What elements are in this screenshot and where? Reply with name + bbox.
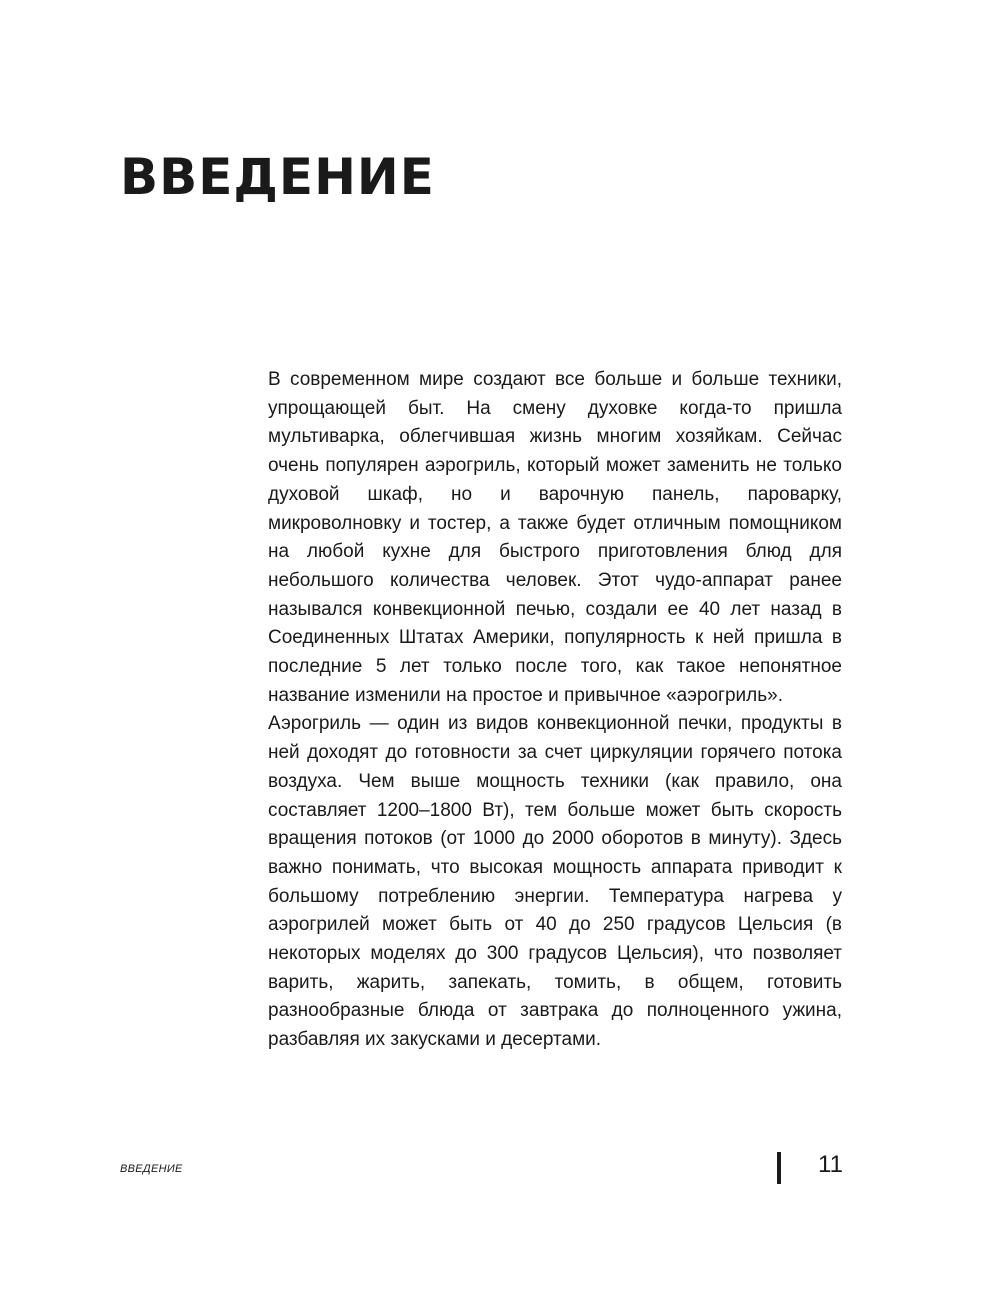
paragraph-1: В современном мире создают все больше и больше техники, упрощающей быт. На смену духовке когда-то пришла мультиварка, облегчившая жизнь многим хозяйкам. Сейчас очень популярен аэрогриль, который может заменить не только духовой шкаф, но и варочную панель, пароварку, микроволновку и тостер, а также будет отличным помощником на любой кухне для быстрого приготовления блюд для небольшого количества человек. Этот чудо-аппарат ранее назывался конвекционной печью, создали ее 40 лет назад в Соединенных Штатах Америки, популярность к ней пришла в последние 5 лет только после того, как такое непонятное название изменили на простое и привычное «аэрогриль». [268, 369, 842, 706]
page-number-divider [777, 1152, 781, 1184]
page-title: ВВЕДЕНИЕ [120, 148, 435, 206]
running-head: ВВЕДЕНИЕ [120, 1163, 183, 1175]
body-text [268, 366, 842, 1055]
page-number: 11 [818, 1151, 843, 1178]
paragraph-2: Аэрогриль — один из видов конвекционной печки, продукты в ней доходят до готовности за счет циркуляции горячего потока воздуха. Чем выше мощность техники (как правило, она составляет 1200–1800 Вт), тем больше может быть скорость вращения потоков (от 1000 до 2000 оборотов в минуту). Здесь важно понимать, что высокая мощность аппарата приводит к большому потреблению энергии. Температура нагрева у аэрогрилей может быть от 40 до 250 градусов Цельсия (в некоторых моделях до 300 градусов Цельсия), что позволяет варить, жарить, запекать, томить, в общем, готовить разнообразные блюда от завтрака до полноценного ужина, разбавляя их закусками и десертами. [268, 713, 842, 1051]
